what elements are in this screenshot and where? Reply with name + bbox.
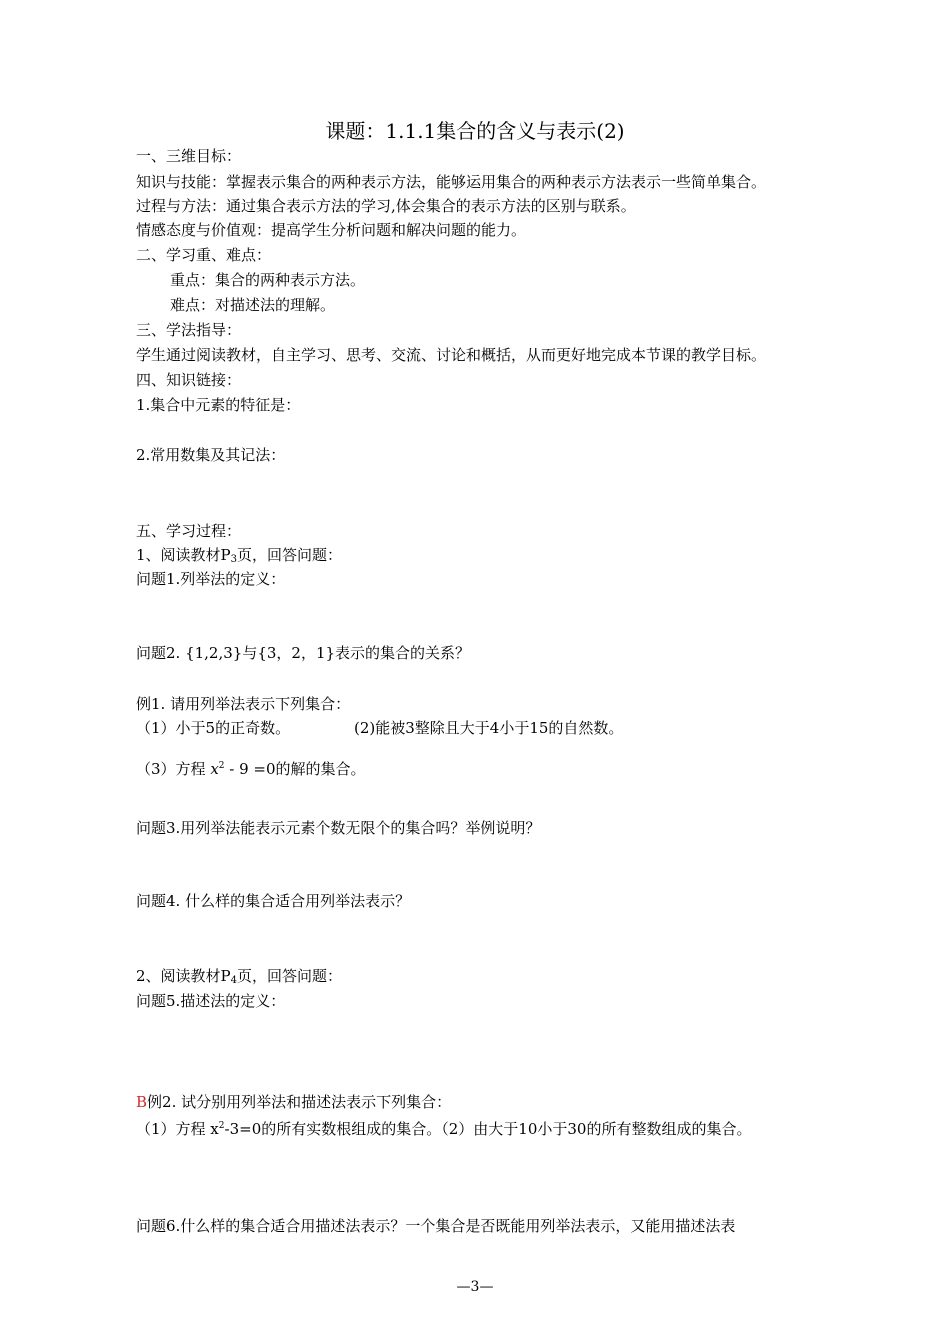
page-ref: P — [220, 546, 231, 564]
paragraph: 过程与方法：通过集合表示方法的学习,体会集合的表示方法的区别与联系。 — [136, 197, 636, 215]
section-heading: 二、学习重、难点： — [136, 246, 272, 264]
example-heading: B例2. 试分别用列举法和描述法表示下列集合： — [136, 1093, 452, 1111]
example-items: （1）方程 $x^2-3=0$的所有实数根组成的集合。（2）由大于10小于30的所有整数组成的集合。 — [136, 1120, 752, 1138]
paragraph: 情感态度与价值观：提高学生分析问题和解决问题的能力。 — [136, 221, 527, 239]
question: 问题3.用列举法能表示元素个数无限个的集合吗？举例说明？ — [136, 819, 541, 837]
section-heading: 三、学法指导： — [136, 321, 242, 339]
question: 问题4. 什么样的集合适合用列举法表示？ — [136, 892, 411, 910]
paragraph: 1、阅读教材$P_3$页，回答问题： — [136, 546, 343, 565]
example-heading: 例1. 请用列举法表示下列集合： — [136, 695, 351, 713]
paragraph: 学生通过阅读教材，自主学习、思考、交流、讨论和概括，从而更好地完成本节课的教学目标。 — [136, 346, 767, 364]
example-items: （1）小于5的正奇数。 (2)能被3整除且大于4小于15的自然数。 — [136, 719, 624, 737]
section-heading: 四、知识链接： — [136, 371, 242, 389]
question: 2.常用数集及其记法： — [136, 446, 286, 464]
question: 问题6.什么样的集合适合用描述法表示？一个集合是否既能用列举法表示，又能用描述法表 — [136, 1217, 736, 1235]
section-heading: 一、三维目标： — [136, 147, 242, 165]
paragraph: 2、阅读教材$P_4$页，回答问题： — [136, 967, 343, 986]
page-title: 课题：1.1.1集合的含义与表示(2) — [325, 119, 625, 143]
section-heading: 五、学习过程： — [136, 522, 242, 540]
paragraph: 知识与技能：掌握表示集合的两种表示方法，能够运用集合的两种表示方法表示一些简单集合。 — [136, 173, 767, 191]
paragraph: 难点：对描述法的理解。 — [170, 296, 336, 314]
page-number: —3— — [456, 1279, 494, 1295]
question: 问题5.描述法的定义： — [136, 992, 286, 1010]
paragraph: 重点：集合的两种表示方法。 — [170, 271, 366, 289]
question: 1.集合中元素的特征是： — [136, 396, 301, 414]
example-item: （3）方程 $x^2 - 9 =0$的解的集合。 — [136, 760, 366, 778]
question: 问题1.列举法的定义： — [136, 570, 286, 588]
level-marker: B — [136, 1093, 148, 1111]
page-ref: P — [220, 967, 231, 985]
question: 问题2. {1,2,3}与{3，2，1}表示的集合的关系？ — [136, 644, 471, 662]
